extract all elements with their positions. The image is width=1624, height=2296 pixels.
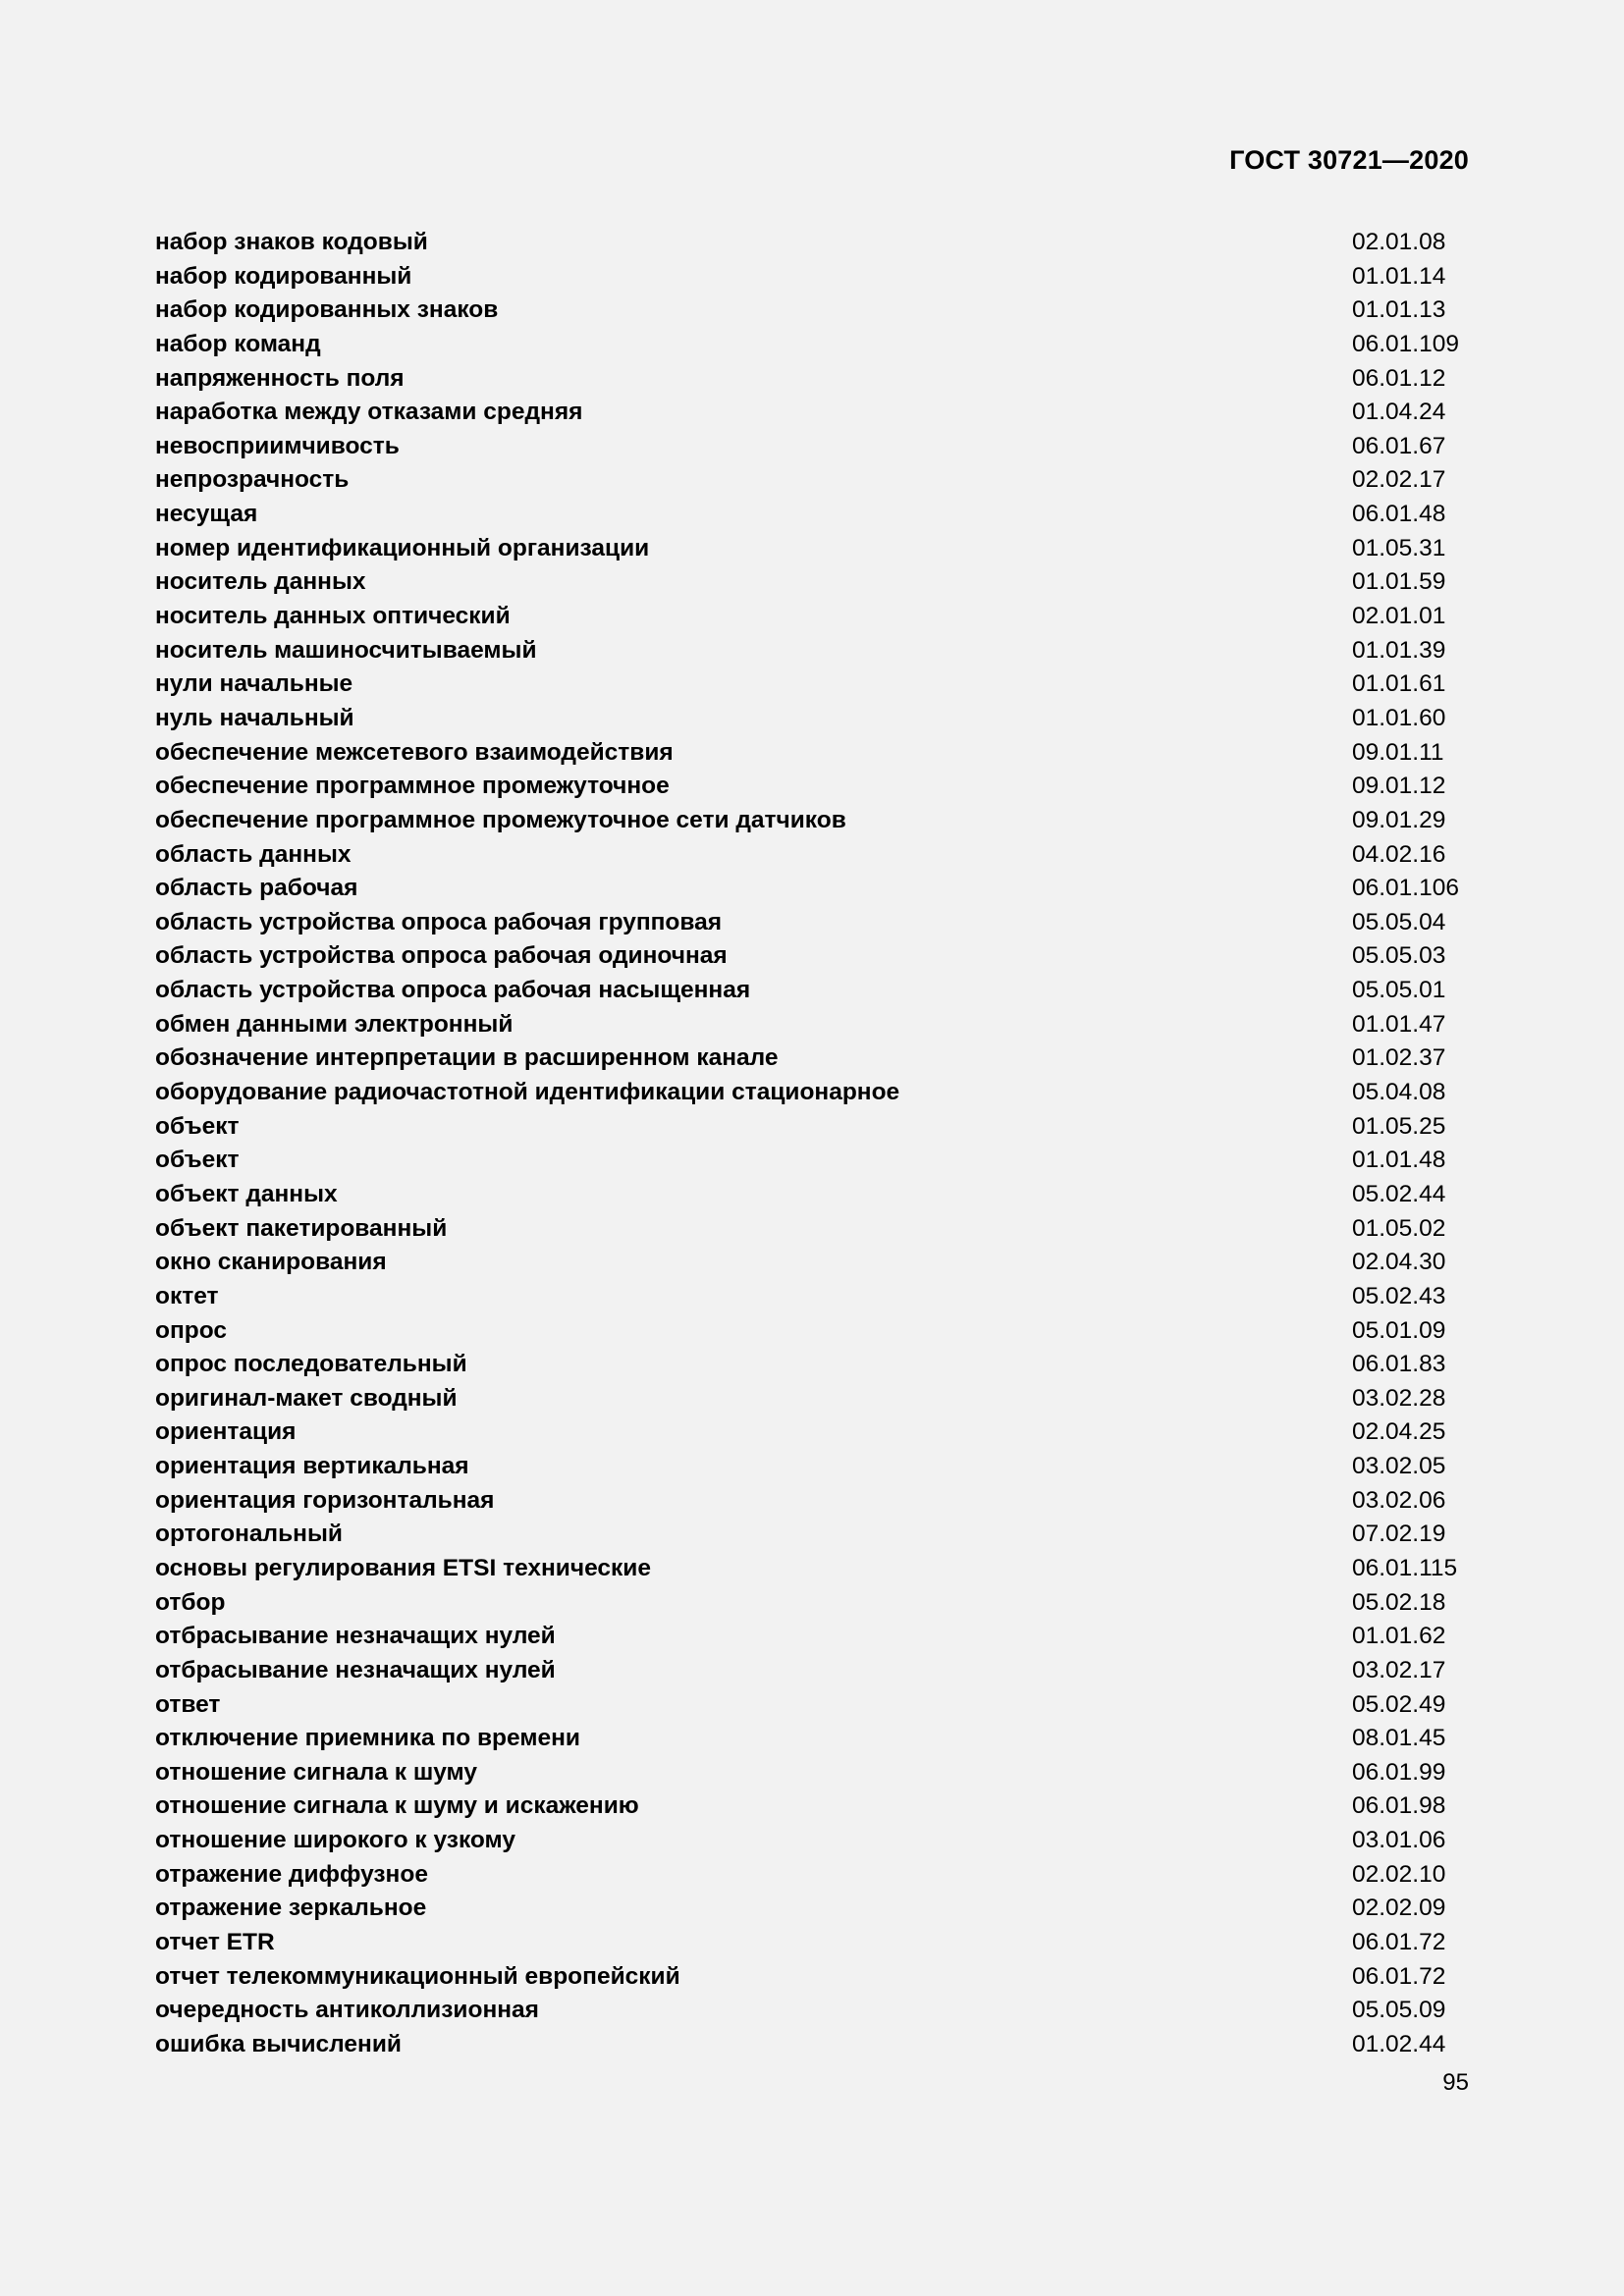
- index-entry: [155, 260, 1469, 294]
- index-term: ориентация горизонтальная: [155, 1486, 495, 1514]
- index-code: 04.02.16: [1352, 840, 1446, 868]
- index-code: 02.04.25: [1352, 1418, 1446, 1446]
- index-code: 08.01.45: [1352, 1725, 1446, 1752]
- index-code: 03.02.06: [1352, 1486, 1446, 1514]
- index-code: 01.02.44: [1352, 2030, 1446, 2057]
- term-index-list: [155, 226, 1469, 2062]
- index-term: объект пакетированный: [155, 1214, 448, 1242]
- index-entry: [155, 1756, 1469, 1790]
- index-entry: [155, 634, 1469, 668]
- index-term: носитель данных: [155, 568, 366, 596]
- index-entry: [155, 362, 1469, 397]
- index-entry: [155, 1450, 1469, 1484]
- index-code: 07.02.19: [1352, 1521, 1446, 1548]
- document-code-header: ГОСТ 30721—2020: [1229, 145, 1469, 175]
- index-term: октет: [155, 1282, 219, 1309]
- index-term: ошибка вычислений: [155, 2030, 402, 2057]
- index-entry: [155, 396, 1469, 430]
- index-code: 09.01.29: [1352, 806, 1446, 833]
- index-code: 06.01.106: [1352, 875, 1459, 902]
- index-code: 02.01.01: [1352, 603, 1446, 630]
- index-entry: [155, 600, 1469, 634]
- index-entry: [155, 1960, 1469, 1995]
- index-entry: [155, 667, 1469, 702]
- index-code: 05.05.01: [1352, 977, 1446, 1004]
- index-term: область устройства опроса рабочая одиночная: [155, 942, 728, 970]
- index-entry: [155, 1654, 1469, 1688]
- index-entry: [155, 328, 1469, 362]
- index-code: 06.01.48: [1352, 501, 1446, 528]
- index-code: 05.05.04: [1352, 908, 1446, 935]
- index-code: 05.02.49: [1352, 1690, 1446, 1718]
- index-code: 06.01.67: [1352, 432, 1446, 459]
- index-entry: [155, 532, 1469, 566]
- index-term: отбрасывание незначащих нулей: [155, 1623, 556, 1650]
- index-term: нуль начальный: [155, 704, 354, 731]
- index-entry: [155, 1518, 1469, 1552]
- index-entry: [155, 1858, 1469, 1893]
- index-entry: [155, 226, 1469, 260]
- index-entry: [155, 2028, 1469, 2062]
- index-code: 06.01.72: [1352, 1929, 1446, 1956]
- index-term: основы регулирования ETSI технические: [155, 1554, 651, 1581]
- index-code: 01.01.59: [1352, 568, 1446, 596]
- index-code: 05.02.44: [1352, 1180, 1446, 1207]
- index-code: 01.01.47: [1352, 1010, 1446, 1038]
- index-term: отбор: [155, 1588, 226, 1616]
- index-term: ориентация: [155, 1418, 297, 1446]
- index-entry: [155, 939, 1469, 974]
- index-entry: [155, 702, 1469, 736]
- index-code: 01.01.13: [1352, 296, 1446, 324]
- index-code: 01.05.25: [1352, 1112, 1446, 1140]
- index-code: 06.01.115: [1352, 1554, 1458, 1581]
- index-code: 02.01.08: [1352, 229, 1446, 255]
- index-term: окно сканирования: [155, 1249, 387, 1276]
- index-term: опрос: [155, 1316, 227, 1344]
- index-entry: [155, 1620, 1469, 1654]
- index-entry: [155, 1994, 1469, 2028]
- index-entry: [155, 1246, 1469, 1280]
- index-code: 01.04.24: [1352, 399, 1446, 426]
- index-code: 01.01.48: [1352, 1147, 1446, 1174]
- index-term: объект: [155, 1112, 240, 1140]
- index-term: оборудование радиочастотной идентификации стационарное: [155, 1079, 900, 1106]
- index-term: невосприимчивость: [155, 432, 400, 459]
- index-code: 06.01.83: [1352, 1351, 1446, 1378]
- index-code: 01.05.02: [1352, 1214, 1446, 1242]
- index-code: 02.04.30: [1352, 1249, 1446, 1276]
- index-code: 01.05.31: [1352, 534, 1446, 561]
- index-term: отношение сигнала к шуму и искажению: [155, 1792, 639, 1820]
- index-entry: [155, 1178, 1469, 1212]
- index-term: область устройства опроса рабочая насыщенная: [155, 977, 751, 1004]
- index-term: отчет телекоммуникационный европейский: [155, 1962, 680, 1990]
- index-code: 06.01.98: [1352, 1792, 1446, 1820]
- index-term: опрос последовательный: [155, 1351, 467, 1378]
- index-entry: [155, 1348, 1469, 1382]
- index-entry: [155, 1280, 1469, 1314]
- index-term: отражение диффузное: [155, 1860, 428, 1888]
- index-entry: [155, 430, 1469, 464]
- index-entry: [155, 565, 1469, 600]
- index-code: 01.01.61: [1352, 670, 1446, 698]
- index-code: 01.01.60: [1352, 704, 1446, 731]
- index-term: обеспечение программное промежуточное: [155, 773, 670, 800]
- index-term: набор кодированный: [155, 262, 412, 290]
- index-entry: [155, 1484, 1469, 1519]
- index-term: ответ: [155, 1690, 221, 1718]
- index-code: 05.01.09: [1352, 1316, 1446, 1344]
- index-term: отключение приемника по времени: [155, 1725, 580, 1752]
- index-term: отношение сигнала к шуму: [155, 1758, 477, 1786]
- index-entry: [155, 1552, 1469, 1586]
- index-term: отношение широкого к узкому: [155, 1827, 515, 1854]
- index-entry: [155, 838, 1469, 873]
- index-entry: [155, 1212, 1469, 1247]
- index-code: 05.04.08: [1352, 1079, 1446, 1106]
- index-term: обозначение интерпретации в расширенном канале: [155, 1044, 779, 1072]
- index-term: очередность антиколлизионная: [155, 1997, 539, 2024]
- index-term: объект: [155, 1147, 240, 1174]
- index-term: номер идентификационный организации: [155, 534, 650, 561]
- index-code: 01.01.62: [1352, 1623, 1446, 1650]
- index-term: оригинал-макет сводный: [155, 1384, 458, 1412]
- index-term: носитель машиносчитываемый: [155, 636, 537, 664]
- index-term: обмен данными электронный: [155, 1010, 514, 1038]
- index-code: 03.01.06: [1352, 1827, 1446, 1854]
- index-code: 05.02.43: [1352, 1282, 1446, 1309]
- index-term: обеспечение межсетевого взаимодействия: [155, 738, 674, 766]
- index-entry: [155, 1892, 1469, 1926]
- index-term: отчет ETR: [155, 1929, 275, 1956]
- index-entry: [155, 1110, 1469, 1145]
- index-term: область устройства опроса рабочая групповая: [155, 908, 723, 935]
- index-term: область рабочая: [155, 875, 358, 902]
- index-entry: [155, 498, 1469, 532]
- index-code: 02.02.09: [1352, 1895, 1446, 1922]
- index-code: 01.02.37: [1352, 1044, 1446, 1072]
- index-code: 05.02.18: [1352, 1588, 1446, 1616]
- index-entry: [155, 1688, 1469, 1723]
- index-code: 06.01.12: [1352, 364, 1446, 392]
- index-term: ортогональный: [155, 1521, 343, 1548]
- index-term: носитель данных оптический: [155, 603, 511, 630]
- index-entry: [155, 294, 1469, 328]
- index-entry: [155, 736, 1469, 771]
- index-code: 01.01.14: [1352, 262, 1446, 290]
- index-code: 06.01.99: [1352, 1758, 1446, 1786]
- index-term: нули начальные: [155, 670, 353, 698]
- index-entry: [155, 1076, 1469, 1110]
- index-term: набор команд: [155, 330, 321, 357]
- index-term: напряженность поля: [155, 364, 405, 392]
- index-code: 06.01.109: [1352, 330, 1459, 357]
- index-code: 03.02.28: [1352, 1384, 1446, 1412]
- index-entry: [155, 770, 1469, 804]
- index-term: отбрасывание незначащих нулей: [155, 1656, 556, 1683]
- index-code: 09.01.12: [1352, 773, 1446, 800]
- index-term: несущая: [155, 501, 258, 528]
- index-entry: [155, 1008, 1469, 1042]
- index-entry: [155, 804, 1469, 838]
- index-term: ориентация вертикальная: [155, 1453, 469, 1480]
- index-code: 01.01.39: [1352, 636, 1446, 664]
- index-entry: [155, 1586, 1469, 1621]
- index-entry: [155, 1824, 1469, 1858]
- index-entry: [155, 1789, 1469, 1824]
- index-entry: [155, 1144, 1469, 1178]
- index-entry: [155, 872, 1469, 906]
- index-term: обеспечение программное промежуточное сети датчиков: [155, 806, 846, 833]
- index-code: 06.01.72: [1352, 1962, 1446, 1990]
- index-code: 02.02.10: [1352, 1860, 1446, 1888]
- index-entry: [155, 1415, 1469, 1450]
- index-term: отражение зеркальное: [155, 1895, 427, 1922]
- index-term: непрозрачность: [155, 466, 350, 494]
- index-term: область данных: [155, 840, 352, 868]
- index-code: 03.02.17: [1352, 1656, 1446, 1683]
- index-code: 09.01.11: [1352, 738, 1444, 766]
- index-code: 02.02.17: [1352, 466, 1446, 494]
- index-term: объект данных: [155, 1180, 338, 1207]
- index-code: 05.05.09: [1352, 1997, 1446, 2024]
- index-entry: [155, 974, 1469, 1008]
- index-code: 03.02.05: [1352, 1453, 1446, 1480]
- index-entry: [155, 1722, 1469, 1756]
- index-entry: [155, 463, 1469, 498]
- index-entry: [155, 1314, 1469, 1349]
- page-number: 95: [1442, 2069, 1469, 2096]
- index-entry: [155, 906, 1469, 940]
- index-term: наработка между отказами средняя: [155, 399, 583, 426]
- index-entry: [155, 1926, 1469, 1960]
- index-entry: [155, 1041, 1469, 1076]
- index-term: набор знаков кодовый: [155, 229, 428, 255]
- index-term: набор кодированных знаков: [155, 296, 499, 324]
- index-entry: [155, 1382, 1469, 1416]
- index-code: 05.05.03: [1352, 942, 1446, 970]
